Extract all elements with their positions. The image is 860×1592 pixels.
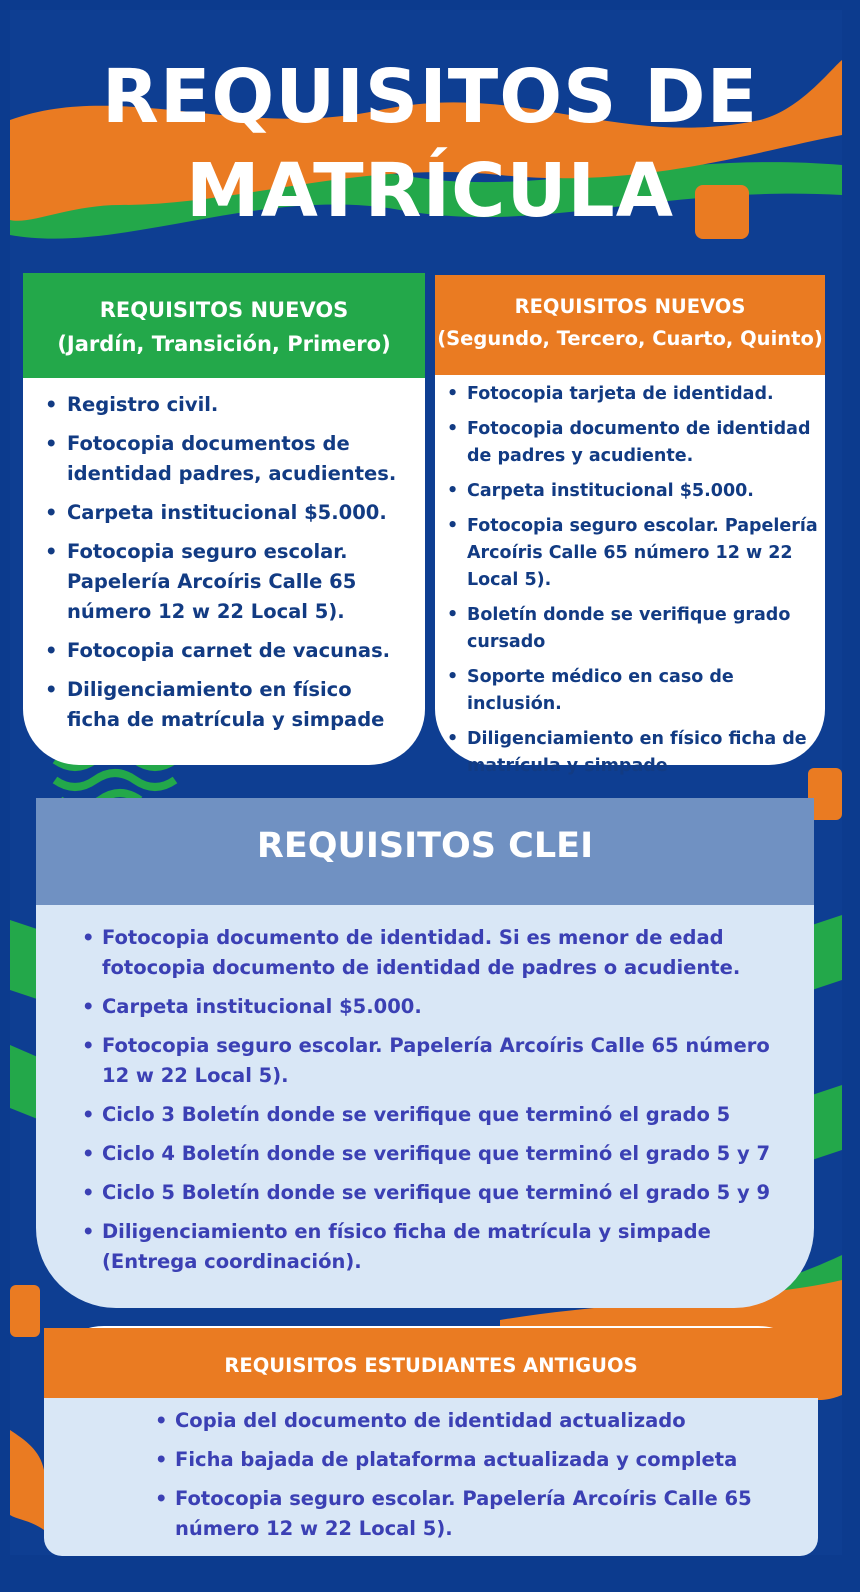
list-item: • Fotocopia documentos de identidad padres, acudientes. bbox=[67, 429, 407, 489]
page-title bbox=[0, 50, 860, 238]
list-item: • Soporte médico en caso de inclusión. bbox=[467, 664, 821, 718]
requirements-list bbox=[23, 378, 425, 735]
card-heading: REQUISITOS NUEVOS bbox=[99, 298, 349, 322]
list-item: • Diligenciamiento en físico ficha de matrícula y simpade (Entrega coordinación). bbox=[102, 1217, 798, 1277]
list-item: • Ciclo 5 Boletín donde se verifique que terminó el grado 5 y 9 bbox=[102, 1178, 798, 1208]
requirements-list bbox=[435, 375, 825, 780]
list-item: • Copia del documento de identidad actualizado bbox=[175, 1406, 788, 1436]
card-header bbox=[36, 798, 814, 905]
card-returning-students bbox=[44, 1326, 818, 1556]
list-item: • Carpeta institucional $5.000. bbox=[467, 478, 821, 505]
green-slash-right-1 bbox=[812, 915, 842, 990]
list-item: • Fotocopia seguro escolar. Papelería Arcoíris Calle 65 número 12 w 22 Local 5). bbox=[175, 1484, 788, 1544]
requirements-list bbox=[44, 1398, 818, 1544]
list-item: • Fotocopia seguro escolar. Papelería Arcoíris Calle 65 número 12 w 22 Local 5). bbox=[467, 513, 821, 594]
requirements-list bbox=[36, 905, 814, 1277]
green-slash-right-2 bbox=[812, 1085, 842, 1160]
card-new-segundo-quinto bbox=[435, 275, 825, 776]
list-item: • Fotocopia documento de identidad. Si es menor de edad fotocopia documento de identidad de padres o acudiente. bbox=[102, 923, 798, 983]
card-heading: REQUISITOS NUEVOS bbox=[514, 295, 746, 318]
list-item: • Ficha bajada de plataforma actualizada y completa bbox=[175, 1445, 788, 1475]
list-item: • Ciclo 3 Boletín donde se verifique que terminó el grado 5 bbox=[102, 1100, 798, 1130]
card-header bbox=[23, 273, 425, 378]
list-item: • Boletín donde se verifique grado cursado bbox=[467, 602, 821, 656]
title-line-2: MATRÍCULA bbox=[186, 148, 674, 234]
list-item: • Ciclo 4 Boletín donde se verifique que terminó el grado 5 y 7 bbox=[102, 1139, 798, 1169]
title-line-1: REQUISITOS DE bbox=[101, 54, 759, 140]
card-subheading: (Jardín, Transición, Primero) bbox=[57, 332, 391, 356]
list-item: • Fotocopia documento de identidad de padres y acudiente. bbox=[467, 416, 821, 470]
list-item: • Fotocopia seguro escolar. Papelería Arcoíris Calle 65 número 12 w 22 Local 5). bbox=[102, 1031, 798, 1091]
card-heading: REQUISITOS CLEI bbox=[256, 826, 594, 866]
orange-square-left bbox=[10, 1285, 40, 1337]
card-heading: REQUISITOS ESTUDIANTES ANTIGUOS bbox=[224, 1354, 638, 1377]
card-clei bbox=[36, 798, 814, 1308]
list-item: • Fotocopia carnet de vacunas. bbox=[67, 636, 407, 666]
orange-wave-left-bottom bbox=[10, 1430, 44, 1530]
list-item: • Carpeta institucional $5.000. bbox=[67, 498, 407, 528]
list-item: • Fotocopia seguro escolar. Papelería Arcoíris Calle 65 número 12 w 22 Local 5). bbox=[67, 537, 407, 627]
list-item: • Fotocopia tarjeta de identidad. bbox=[467, 381, 821, 408]
list-item: • Diligenciamiento en físico ficha de matrícula y simpade bbox=[67, 675, 407, 735]
card-header bbox=[435, 275, 825, 375]
card-new-jardin-primero bbox=[23, 273, 425, 765]
card-subheading: (Segundo, Tercero, Cuarto, Quinto) bbox=[437, 327, 823, 350]
list-item: • Diligenciamiento en físico ficha de matrícula y simpade bbox=[467, 726, 821, 780]
list-item: • Registro civil. bbox=[67, 390, 407, 420]
card-header bbox=[44, 1328, 818, 1398]
list-item: • Carpeta institucional $5.000. bbox=[102, 992, 798, 1022]
